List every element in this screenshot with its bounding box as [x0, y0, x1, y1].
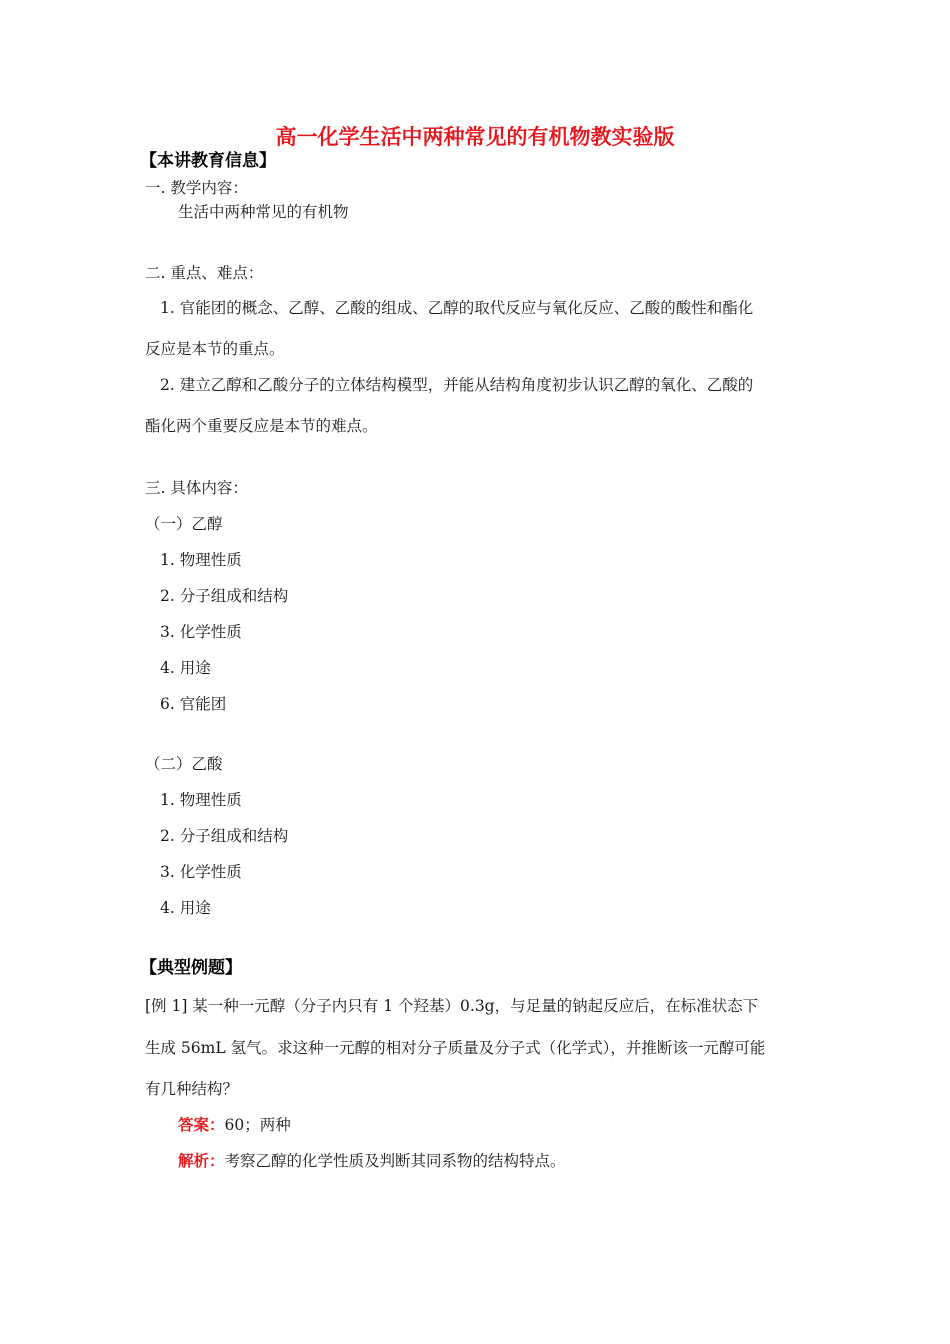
analysis-line: [178, 1151, 566, 1171]
part1-item: 4. 用途: [160, 659, 211, 677]
part1-item: 1. 物理性质: [160, 551, 242, 569]
part2-item: 1. 物理性质: [160, 791, 242, 809]
section2-label: 二. 重点、难点：: [145, 264, 264, 282]
part2-heading: （二）乙酸: [145, 755, 223, 773]
answer-label: 答案：: [178, 1116, 225, 1134]
section1-content: 生活中两种常见的有机物: [178, 203, 349, 221]
analysis-label: 解析：: [178, 1152, 225, 1170]
part1-item: 6. 官能团: [160, 695, 227, 713]
page-title: 高一化学生活中两种常见的有机物教实验版: [275, 125, 675, 149]
part2-item: 3. 化学性质: [160, 863, 242, 881]
answer-text: 60；两种: [224, 1116, 291, 1134]
section2-item2-line2: 酯化两个重要反应是本节的难点。: [145, 417, 378, 435]
section1-label: 一. 教学内容：: [145, 179, 248, 197]
part1-item: 3. 化学性质: [160, 623, 242, 641]
part2-item: 2. 分子组成和结构: [160, 827, 289, 845]
section2-item2-line1: 2. 建立乙醇和乙酸分子的立体结构模型，并能从结构角度初步认识乙醇的氧化、乙酸的: [160, 376, 754, 394]
examples-heading: 【典型例题】: [140, 958, 242, 978]
section2-item1-line1: 1. 官能团的概念、乙醇、乙酸的组成、乙醇的取代反应与氧化反应、乙酸的酸性和酯化: [160, 299, 754, 317]
example1-line2: 生成 56mL 氢气。求这种一元醇的相对分子质量及分子式（化学式），并推断该一元醇可能: [145, 1039, 766, 1057]
part2-item: 4. 用途: [160, 899, 211, 917]
section3-label: 三. 具体内容：: [145, 479, 248, 497]
part1-item: 2. 分子组成和结构: [160, 587, 289, 605]
analysis-text: 考察乙醇的化学性质及判断其同系物的结构特点。: [224, 1152, 566, 1170]
example1-line1: [例 1] 某一种一元醇（分子内只有 1 个羟基）0.3g，与足量的钠起反应后，在标准状态下: [145, 997, 759, 1015]
section2-item1-line2: 反应是本节的重点。: [145, 340, 285, 358]
answer-line: [178, 1115, 291, 1135]
info-heading: 【本讲教育信息】: [140, 151, 276, 171]
part1-heading: （一）乙醇: [145, 515, 223, 533]
example1-line3: 有几种结构？: [145, 1080, 239, 1098]
